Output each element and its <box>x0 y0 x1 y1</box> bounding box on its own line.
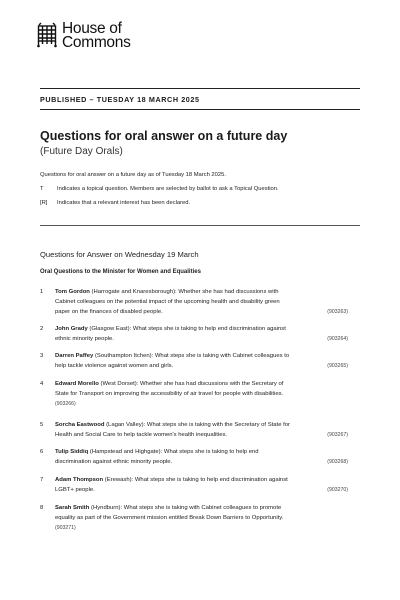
question-line: (Glasgow East): What steps she is taking to help end discrimination against <box>89 326 286 332</box>
question-line: Cabinet colleagues on the potential impact of the upcoming health and disability green <box>55 299 280 305</box>
question-number: 2 <box>40 326 44 332</box>
question-reference: (903270) <box>327 487 348 493</box>
question-reference: (903271) <box>55 525 76 531</box>
member-name: Tom Gordon <box>55 289 90 295</box>
question-line: LGBT+ people. <box>55 487 95 493</box>
question-item <box>40 475 348 495</box>
key-text: Indicates that a relevant interest has been declared. <box>57 200 191 206</box>
question-line: (West Dorset): Whether she has had discussions with the Secretary of <box>100 381 284 387</box>
member-name: Darren Paffey <box>55 353 94 359</box>
section-divider <box>40 225 360 226</box>
question-line: Health and Social Care to help tackle women's health inequalities. <box>55 432 228 438</box>
question-line: equality as part of the Government mission entitled Break Down Barriers to Opportunity. <box>55 515 284 521</box>
question-line: ethnic minority people. <box>55 336 114 342</box>
question-number: 3 <box>40 353 44 359</box>
member-name: Tulip Siddiq <box>55 449 89 455</box>
published-top-divider <box>40 88 360 89</box>
question-item <box>40 447 348 467</box>
logo-line-1: House of <box>62 20 122 37</box>
key-text: Indicates a topical question. Members are selected by ballot to ask a Topical Question. <box>57 186 279 192</box>
published-date: PUBLISHED – TUESDAY 18 MARCH 2025 <box>40 95 200 104</box>
question-reference: (903267) <box>327 432 348 438</box>
member-name: John Grady <box>55 326 88 332</box>
member-name: Edward Morello <box>55 381 99 387</box>
question-number: 8 <box>40 505 44 511</box>
question-item <box>40 503 348 533</box>
question-reference: (903263) <box>327 309 348 315</box>
question-reference: (903268) <box>327 459 348 465</box>
question-number: 6 <box>40 449 44 455</box>
logo-text <box>62 22 131 50</box>
question-line: (Erewash): What steps she is taking to help end discrimination against <box>104 477 288 483</box>
question-line: (Lagan Valley): What steps she is taking with the Secretary of State for <box>106 422 290 428</box>
question-line: (Southampton Itchen): What steps she is taking with Cabinet colleagues to <box>94 353 290 359</box>
question-item <box>40 324 348 344</box>
question-line: paper on the finances of disabled people. <box>55 309 163 315</box>
question-line: State for Transport on improving the accessibility of air travel for people with disabilities. <box>55 391 284 397</box>
question-reference: (903266) <box>55 401 76 407</box>
page-title: Questions for oral answer on a future day <box>40 129 288 143</box>
key-interest <box>40 200 190 206</box>
question-line: (Hyndburn): What steps she is taking with Cabinet colleagues to promote <box>91 505 282 511</box>
question-item <box>40 379 348 409</box>
published-bottom-divider <box>40 109 360 110</box>
logo-line-2: Commons <box>62 34 131 51</box>
question-reference: (903264) <box>327 336 348 342</box>
question-item <box>40 420 348 440</box>
member-name: Adam Thompson <box>55 477 104 483</box>
member-name: Sarah Smith <box>55 505 90 511</box>
key-symbol: T <box>40 186 44 192</box>
question-line: (Harrogate and Knaresborough): Whether she has had discussions with <box>91 289 279 295</box>
portcullis-icon <box>36 22 58 48</box>
question-number: 5 <box>40 422 44 428</box>
question-number: 1 <box>40 289 44 295</box>
subsection-heading: Oral Questions to the Minister for Women and Equalities <box>40 269 201 275</box>
question-line: discrimination against ethnic minority people. <box>55 459 173 465</box>
question-item <box>40 287 348 317</box>
question-reference: (903265) <box>327 363 348 369</box>
section-heading: Questions for Answer on Wednesday 19 March <box>40 250 199 259</box>
house-of-commons-logo <box>36 22 131 50</box>
key-topical <box>40 186 279 192</box>
intro-text: Questions for oral answer on a future day as of Tuesday 18 March 2025. <box>40 172 226 178</box>
question-line: (Hampstead and Highgate): What steps she is taking to help end <box>89 449 259 455</box>
member-name: Sorcha Eastwood <box>55 422 105 428</box>
question-number: 7 <box>40 477 44 483</box>
question-line: help tackle violence against women and girls. <box>55 363 174 369</box>
question-item <box>40 351 348 371</box>
page-subtitle: (Future Day Orals) <box>40 146 123 157</box>
question-number: 4 <box>40 381 44 387</box>
key-symbol: [R] <box>40 200 48 206</box>
